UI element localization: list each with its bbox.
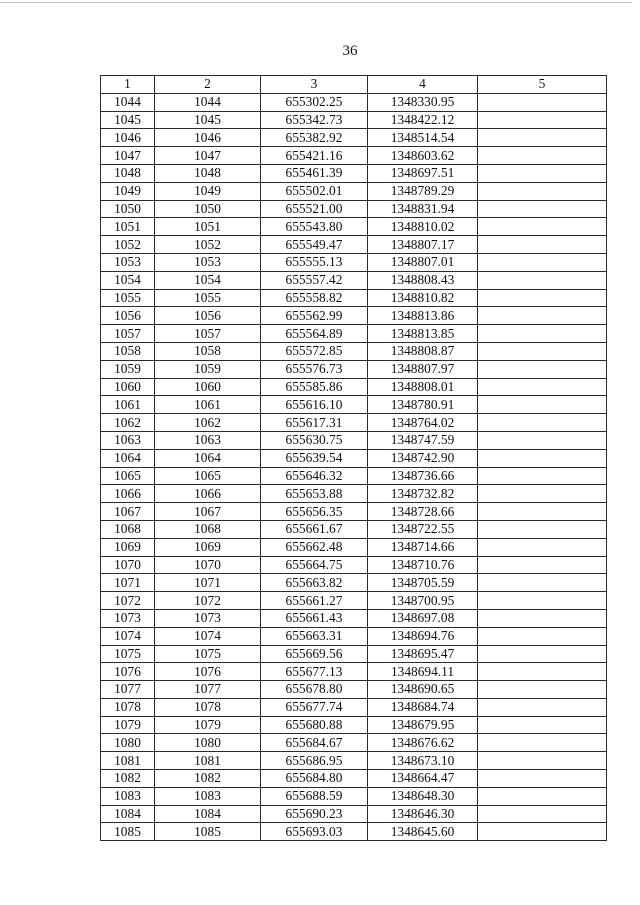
column-header-4: 4: [368, 76, 478, 94]
table-cell-col-2: 1048: [155, 164, 261, 182]
table-cell-col-4: 1348700.95: [368, 592, 478, 610]
table-cell-col-2: 1054: [155, 271, 261, 289]
table-cell-col-5: [478, 414, 607, 432]
table-cell-col-3: 655663.31: [261, 627, 368, 645]
table-cell-col-1: 1074: [101, 627, 155, 645]
table-cell-col-2: 1053: [155, 253, 261, 271]
table-cell-col-4: 1348808.01: [368, 378, 478, 396]
table-body: [101, 93, 607, 840]
table-cell-col-4: 1348684.74: [368, 698, 478, 716]
table-cell-col-5: [478, 770, 607, 788]
table-cell-col-4: 1348673.10: [368, 752, 478, 770]
table-cell-col-3: 655558.82: [261, 289, 368, 307]
table-cell-col-2: 1060: [155, 378, 261, 396]
table-row: [101, 663, 607, 681]
table-cell-col-3: 655421.16: [261, 147, 368, 165]
table-row: [101, 574, 607, 592]
table-cell-col-2: 1058: [155, 342, 261, 360]
table-row: [101, 716, 607, 734]
table-cell-col-3: 655684.80: [261, 770, 368, 788]
table-row: [101, 485, 607, 503]
table-cell-col-2: 1067: [155, 503, 261, 521]
table-cell-col-5: [478, 574, 607, 592]
table-cell-col-4: 1348664.47: [368, 770, 478, 788]
table-cell-col-3: 655680.88: [261, 716, 368, 734]
table-cell-col-3: 655562.99: [261, 307, 368, 325]
table-header-row: [101, 76, 607, 94]
table-cell-col-5: [478, 307, 607, 325]
table-cell-col-1: 1065: [101, 467, 155, 485]
table-cell-col-4: 1348645.60: [368, 823, 478, 841]
table-cell-col-3: 655663.82: [261, 574, 368, 592]
table-cell-col-1: 1044: [101, 93, 155, 111]
table-cell-col-1: 1060: [101, 378, 155, 396]
table-cell-col-2: 1079: [155, 716, 261, 734]
table-cell-col-3: 655521.00: [261, 200, 368, 218]
table-cell-col-1: 1067: [101, 503, 155, 521]
table-row: [101, 467, 607, 485]
column-header-5: 5: [478, 76, 607, 94]
table-cell-col-1: 1072: [101, 592, 155, 610]
table-cell-col-3: 655576.73: [261, 360, 368, 378]
table-cell-col-1: 1081: [101, 752, 155, 770]
table-row: [101, 200, 607, 218]
table-cell-col-1: 1050: [101, 200, 155, 218]
table-cell-col-3: 655693.03: [261, 823, 368, 841]
table-cell-col-4: 1348705.59: [368, 574, 478, 592]
coordinates-table: [100, 75, 607, 841]
table-cell-col-1: 1049: [101, 182, 155, 200]
table-cell-col-2: 1055: [155, 289, 261, 307]
table-cell-col-2: 1073: [155, 609, 261, 627]
table-cell-col-3: 655661.27: [261, 592, 368, 610]
table-cell-col-4: 1348714.66: [368, 538, 478, 556]
table-row: [101, 627, 607, 645]
table-cell-col-2: 1061: [155, 396, 261, 414]
table-cell-col-3: 655684.67: [261, 734, 368, 752]
table-cell-col-3: 655656.35: [261, 503, 368, 521]
table-cell-col-4: 1348690.65: [368, 681, 478, 699]
table-cell-col-4: 1348810.82: [368, 289, 478, 307]
table-cell-col-1: 1057: [101, 325, 155, 343]
table-cell-col-1: 1071: [101, 574, 155, 592]
table-row: [101, 253, 607, 271]
table-cell-col-5: [478, 360, 607, 378]
table-cell-col-4: 1348514.54: [368, 129, 478, 147]
table-cell-col-4: 1348807.01: [368, 253, 478, 271]
table-cell-col-1: 1080: [101, 734, 155, 752]
table-row: [101, 164, 607, 182]
table-cell-col-2: 1082: [155, 770, 261, 788]
table-cell-col-1: 1047: [101, 147, 155, 165]
table-cell-col-3: 655669.56: [261, 645, 368, 663]
table-cell-col-4: 1348722.55: [368, 520, 478, 538]
table-cell-col-5: [478, 271, 607, 289]
table-cell-col-4: 1348831.94: [368, 200, 478, 218]
table-cell-col-5: [478, 325, 607, 343]
column-header-2: 2: [155, 76, 261, 94]
table-row: [101, 378, 607, 396]
table-cell-col-2: 1062: [155, 414, 261, 432]
table-cell-col-4: 1348422.12: [368, 111, 478, 129]
table-cell-col-3: 655661.43: [261, 609, 368, 627]
table-cell-col-4: 1348810.02: [368, 218, 478, 236]
table-cell-col-5: [478, 485, 607, 503]
table-cell-col-2: 1065: [155, 467, 261, 485]
table-cell-col-5: [478, 592, 607, 610]
table-cell-col-1: 1056: [101, 307, 155, 325]
table-cell-col-2: 1047: [155, 147, 261, 165]
table-cell-col-5: [478, 538, 607, 556]
table-cell-col-1: 1058: [101, 342, 155, 360]
table-row: [101, 325, 607, 343]
table-row: [101, 271, 607, 289]
table-cell-col-4: 1348648.30: [368, 787, 478, 805]
table-cell-col-5: [478, 609, 607, 627]
table-row: [101, 414, 607, 432]
table-cell-col-5: [478, 236, 607, 254]
table-cell-col-5: [478, 289, 607, 307]
table-cell-col-1: 1083: [101, 787, 155, 805]
table-cell-col-2: 1063: [155, 431, 261, 449]
table-row: [101, 592, 607, 610]
table-cell-col-5: [478, 129, 607, 147]
table-cell-col-4: 1348330.95: [368, 93, 478, 111]
table-cell-col-4: 1348807.97: [368, 360, 478, 378]
table-row: [101, 218, 607, 236]
table-cell-col-2: 1070: [155, 556, 261, 574]
table-cell-col-4: 1348807.17: [368, 236, 478, 254]
table-cell-col-1: 1061: [101, 396, 155, 414]
table-cell-col-4: 1348676.62: [368, 734, 478, 752]
table-cell-col-4: 1348603.62: [368, 147, 478, 165]
table-cell-col-2: 1044: [155, 93, 261, 111]
table-cell-col-2: 1074: [155, 627, 261, 645]
table-cell-col-3: 655661.67: [261, 520, 368, 538]
table-cell-col-4: 1348697.51: [368, 164, 478, 182]
table-cell-col-5: [478, 503, 607, 521]
table-row: [101, 396, 607, 414]
table-cell-col-3: 655543.80: [261, 218, 368, 236]
table-cell-col-4: 1348695.47: [368, 645, 478, 663]
table-cell-col-5: [478, 787, 607, 805]
table-cell-col-1: 1078: [101, 698, 155, 716]
table-row: [101, 556, 607, 574]
table-cell-col-5: [478, 449, 607, 467]
table-cell-col-2: 1051: [155, 218, 261, 236]
table-cell-col-2: 1064: [155, 449, 261, 467]
table-cell-col-2: 1050: [155, 200, 261, 218]
table-cell-col-5: [478, 111, 607, 129]
table-cell-col-5: [478, 823, 607, 841]
table-cell-col-3: 655572.85: [261, 342, 368, 360]
table-row: [101, 503, 607, 521]
table-cell-col-5: [478, 681, 607, 699]
table-cell-col-5: [478, 556, 607, 574]
table-cell-col-2: 1072: [155, 592, 261, 610]
table-cell-col-2: 1057: [155, 325, 261, 343]
table-cell-col-1: 1059: [101, 360, 155, 378]
table-cell-col-4: 1348736.66: [368, 467, 478, 485]
table-cell-col-2: 1059: [155, 360, 261, 378]
table-row: [101, 342, 607, 360]
table-cell-col-1: 1073: [101, 609, 155, 627]
table-cell-col-1: 1069: [101, 538, 155, 556]
table-cell-col-4: 1348728.66: [368, 503, 478, 521]
table-cell-col-2: 1066: [155, 485, 261, 503]
table-cell-col-4: 1348697.08: [368, 609, 478, 627]
table-cell-col-1: 1076: [101, 663, 155, 681]
table-cell-col-5: [478, 663, 607, 681]
table-cell-col-4: 1348764.02: [368, 414, 478, 432]
table-cell-col-2: 1076: [155, 663, 261, 681]
table-cell-col-4: 1348780.91: [368, 396, 478, 414]
table-cell-col-3: 655690.23: [261, 805, 368, 823]
table-cell-col-5: [478, 200, 607, 218]
table-cell-col-3: 655677.13: [261, 663, 368, 681]
table-row: [101, 236, 607, 254]
table-cell-col-5: [478, 342, 607, 360]
table-cell-col-3: 655639.54: [261, 449, 368, 467]
table-cell-col-4: 1348694.76: [368, 627, 478, 645]
table-row: [101, 698, 607, 716]
table-cell-col-4: 1348747.59: [368, 431, 478, 449]
table-row: [101, 538, 607, 556]
table-cell-col-5: [478, 396, 607, 414]
table-cell-col-5: [478, 698, 607, 716]
table-row: [101, 93, 607, 111]
table-cell-col-3: 655461.39: [261, 164, 368, 182]
table-cell-col-2: 1078: [155, 698, 261, 716]
table-cell-col-1: 1085: [101, 823, 155, 841]
table-cell-col-3: 655630.75: [261, 431, 368, 449]
table-cell-col-1: 1063: [101, 431, 155, 449]
table-cell-col-2: 1084: [155, 805, 261, 823]
table-row: [101, 734, 607, 752]
table-cell-col-5: [478, 218, 607, 236]
table-cell-col-2: 1085: [155, 823, 261, 841]
table-row: [101, 787, 607, 805]
table-cell-col-1: 1079: [101, 716, 155, 734]
table-cell-col-4: 1348694.11: [368, 663, 478, 681]
table-cell-col-5: [478, 734, 607, 752]
table-cell-col-2: 1083: [155, 787, 261, 805]
table-row: [101, 111, 607, 129]
table-cell-col-2: 1069: [155, 538, 261, 556]
table-cell-col-5: [478, 627, 607, 645]
table-cell-col-1: 1062: [101, 414, 155, 432]
table-cell-col-4: 1348646.30: [368, 805, 478, 823]
table-cell-col-2: 1075: [155, 645, 261, 663]
table-cell-col-4: 1348808.43: [368, 271, 478, 289]
table-cell-col-3: 655686.95: [261, 752, 368, 770]
table-cell-col-3: 655678.80: [261, 681, 368, 699]
table-cell-col-1: 1075: [101, 645, 155, 663]
table-row: [101, 360, 607, 378]
table-cell-col-1: 1064: [101, 449, 155, 467]
table-cell-col-1: 1051: [101, 218, 155, 236]
table-row: [101, 431, 607, 449]
table-cell-col-3: 655688.59: [261, 787, 368, 805]
table-row: [101, 609, 607, 627]
table-cell-col-3: 655564.89: [261, 325, 368, 343]
table-cell-col-4: 1348679.95: [368, 716, 478, 734]
table-cell-col-2: 1077: [155, 681, 261, 699]
table-cell-col-3: 655677.74: [261, 698, 368, 716]
table-cell-col-5: [478, 431, 607, 449]
table-cell-col-1: 1055: [101, 289, 155, 307]
table-cell-col-1: 1053: [101, 253, 155, 271]
table-cell-col-5: [478, 378, 607, 396]
table-cell-col-2: 1080: [155, 734, 261, 752]
table-cell-col-5: [478, 253, 607, 271]
table-row: [101, 770, 607, 788]
table-cell-col-2: 1056: [155, 307, 261, 325]
table-cell-col-3: 655555.13: [261, 253, 368, 271]
table-cell-col-1: 1048: [101, 164, 155, 182]
table-cell-col-5: [478, 147, 607, 165]
table-cell-col-2: 1046: [155, 129, 261, 147]
table-cell-col-5: [478, 645, 607, 663]
table-row: [101, 147, 607, 165]
table-cell-col-4: 1348710.76: [368, 556, 478, 574]
table-cell-col-4: 1348813.86: [368, 307, 478, 325]
table-row: [101, 129, 607, 147]
table-cell-col-5: [478, 164, 607, 182]
table-cell-col-4: 1348789.29: [368, 182, 478, 200]
table-cell-col-2: 1052: [155, 236, 261, 254]
table-cell-col-1: 1082: [101, 770, 155, 788]
table-cell-col-5: [478, 805, 607, 823]
table-cell-col-1: 1046: [101, 129, 155, 147]
table-cell-col-1: 1070: [101, 556, 155, 574]
table-cell-col-4: 1348813.85: [368, 325, 478, 343]
table-cell-col-3: 655653.88: [261, 485, 368, 503]
table-cell-col-1: 1054: [101, 271, 155, 289]
table-cell-col-1: 1045: [101, 111, 155, 129]
table-cell-col-3: 655302.25: [261, 93, 368, 111]
table-row: [101, 307, 607, 325]
column-header-1: 1: [101, 76, 155, 94]
table-row: [101, 752, 607, 770]
table-cell-col-5: [478, 520, 607, 538]
table-row: [101, 645, 607, 663]
table-cell-col-3: 655617.31: [261, 414, 368, 432]
table-cell-col-3: 655382.92: [261, 129, 368, 147]
table-cell-col-4: 1348808.87: [368, 342, 478, 360]
table-row: [101, 823, 607, 841]
table-row: [101, 805, 607, 823]
table-cell-col-3: 655342.73: [261, 111, 368, 129]
table-row: [101, 449, 607, 467]
table-cell-col-3: 655662.48: [261, 538, 368, 556]
table-cell-col-2: 1071: [155, 574, 261, 592]
top-border-line: [0, 2, 632, 3]
table-cell-col-3: 655557.42: [261, 271, 368, 289]
table-cell-col-1: 1066: [101, 485, 155, 503]
table-cell-col-2: 1081: [155, 752, 261, 770]
table-row: [101, 289, 607, 307]
table-cell-col-5: [478, 752, 607, 770]
table-cell-col-5: [478, 182, 607, 200]
table-cell-col-3: 655664.75: [261, 556, 368, 574]
table-cell-col-3: 655585.86: [261, 378, 368, 396]
table-cell-col-3: 655549.47: [261, 236, 368, 254]
table-row: [101, 681, 607, 699]
table-cell-col-3: 655646.32: [261, 467, 368, 485]
table-cell-col-2: 1045: [155, 111, 261, 129]
table-cell-col-4: 1348742.90: [368, 449, 478, 467]
table-row: [101, 182, 607, 200]
table-cell-col-1: 1084: [101, 805, 155, 823]
table-cell-col-5: [478, 716, 607, 734]
table-cell-col-1: 1077: [101, 681, 155, 699]
page-number: 36: [342, 43, 358, 59]
table-cell-col-5: [478, 467, 607, 485]
column-header-3: 3: [261, 76, 368, 94]
table-cell-col-3: 655502.01: [261, 182, 368, 200]
table-cell-col-2: 1049: [155, 182, 261, 200]
table-cell-col-1: 1068: [101, 520, 155, 538]
table-row: [101, 520, 607, 538]
table-cell-col-2: 1068: [155, 520, 261, 538]
table-cell-col-4: 1348732.82: [368, 485, 478, 503]
table-cell-col-1: 1052: [101, 236, 155, 254]
table-cell-col-3: 655616.10: [261, 396, 368, 414]
table-cell-col-5: [478, 93, 607, 111]
